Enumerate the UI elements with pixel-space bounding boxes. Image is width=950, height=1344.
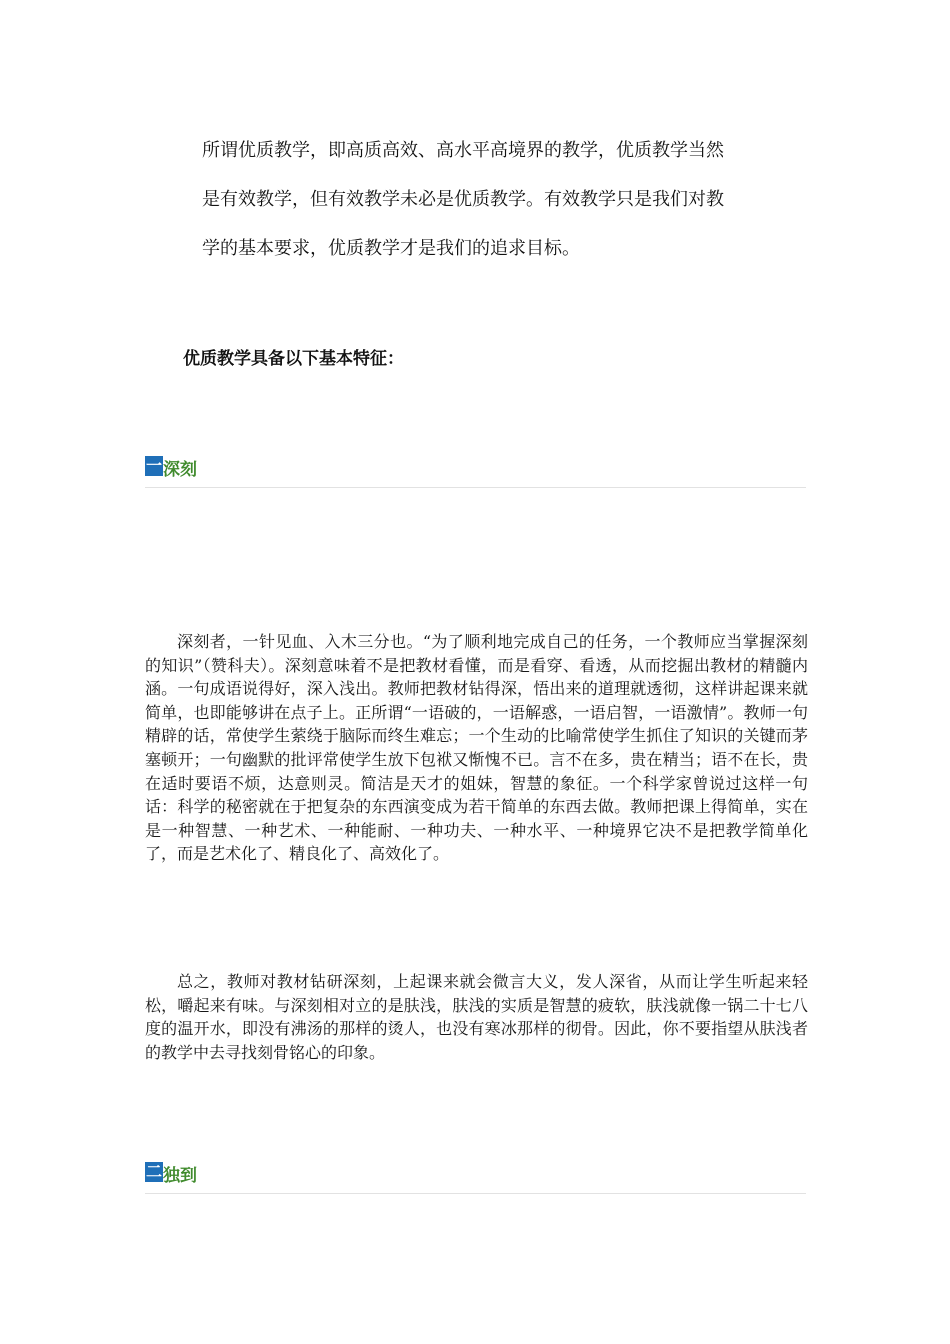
intro-line-3: 学的基本要求，优质教学才是我们的追求目标。 xyxy=(202,238,580,259)
section-title: 独到 xyxy=(163,1166,197,1186)
intro-line-2: 是有效教学，但有效教学未必是优质教学。有效教学只是我们对教 xyxy=(202,189,724,210)
intro-line-1: 所谓优质教学，即高质高效、高水平高境界的教学，优质教学当然 xyxy=(202,140,724,161)
section-heading-2 xyxy=(145,1154,806,1194)
section-number-badge: 二 xyxy=(145,1162,162,1181)
features-heading: 优质教学具备以下基本特征： xyxy=(183,349,404,369)
section-title: 深刻 xyxy=(163,460,197,480)
section-divider xyxy=(145,487,806,488)
section-heading-1 xyxy=(145,448,806,488)
paragraph-depth-2: 总之，教师对教材钻研深刻，上起课来就会微言大义，发人深省，从而让学生听起来轻松，嚼起来有味。与深刻相对立的是肤浅，肤浅的实质是智慧的疲软，肤浅就像一锅二十七八度的温开水，即没有沸汤的那样的烫人，也没有寒冰那样的彻骨。因此，你不要指望从肤浅者的教学中去寻找刻骨铭心的印象。 xyxy=(145,972,808,1062)
section-number-badge: 一 xyxy=(145,456,162,475)
paragraph-depth-1: 深刻者，一针见血、入木三分也。“为了顺利地完成自己的任务，一个教师应当掌握深刻的知识”（赞科夫）。深刻意味着不是把教材看懂，而是看穿、看透，从而挖掘出教材的精髓内涵。一句成语说得好，深入浅出。教师把教材钻得深，悟出来的道理就透彻，这样讲起课来就简单，也即能够讲在点子上。正所谓“一语破的，一语解惑，一语启智，一语激情”。教师一句精辟的话，常使学生萦绕于脑际而终生难忘；一个生动的比喻常使学生抓住了知识的关键而茅塞顿开；一句幽默的批评常使学生放下包袱又惭愧不已。言不在多，贵在精当；语不在长，贵在适时要语不烦，达意则灵。简洁是天才的姐妹，智慧的象征。一个科学家曾说过这样一句话：科学的秘密就在于把复杂的东西演变成为若干简单的东西去做。教师把课上得简单，实在是一种智慧、一种艺术、一种能耐、一种功夫、一种水平、一种境界它决不是把教学简单化了，而是艺术化了、精良化了、高效化了。 xyxy=(145,632,808,864)
section-divider xyxy=(145,1193,806,1194)
